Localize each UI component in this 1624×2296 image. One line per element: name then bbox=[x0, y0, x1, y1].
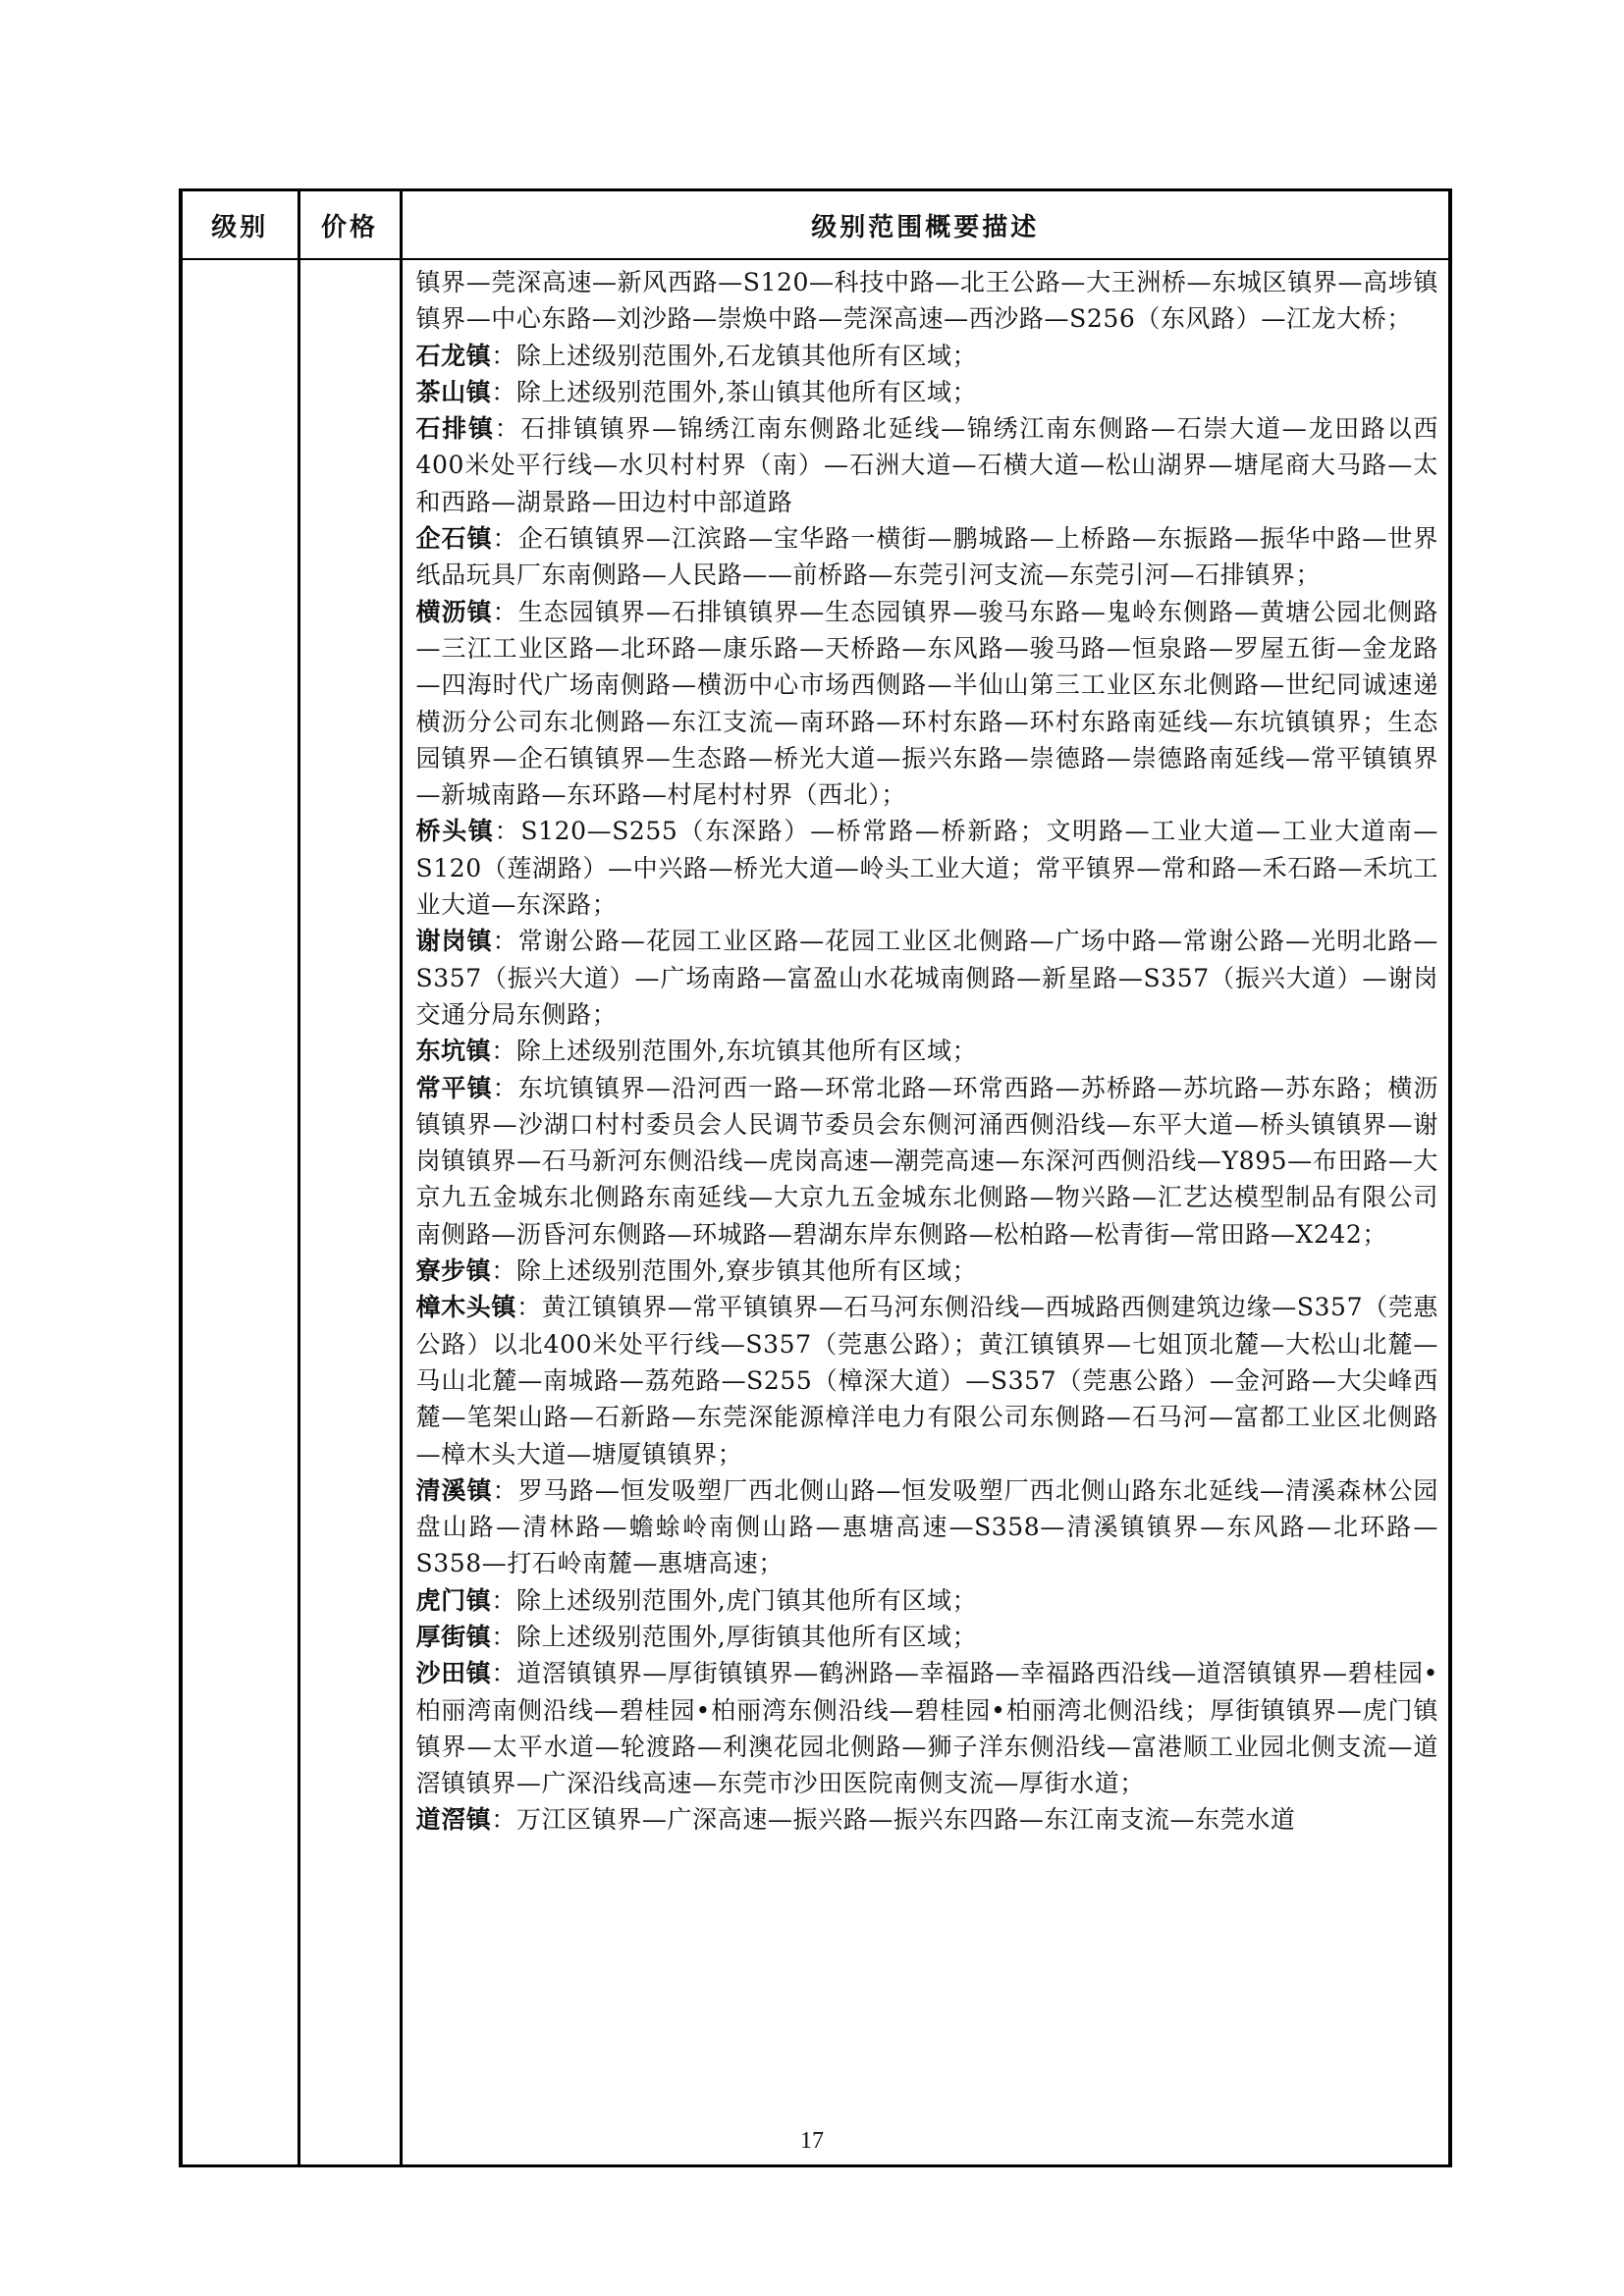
entry-text: ：万江区镇界—广深高速—振兴路—振兴东四路—东江南支流—东莞水道 bbox=[491, 1805, 1296, 1835]
header-description: 级别范围概要描述 bbox=[401, 190, 1450, 260]
entry-text: ：东坑镇镇界—沿河西一路—环常北路—环常西路—苏桥路—苏坑路—苏东路；横沥镇镇界—沙湖口村村委员会人民调节委员会东侧河涌西侧沿线—东平大道—桥头镇镇界—谢岗镇镇界—石马新河东侧沿线—虎岗高速—潮莞高速—东深河西侧沿线—Y895—布田路—大京九五金城东北侧路东南延线—大京九五金城东北侧路—物兴路—汇艺达模型制品有限公司南侧路—沥昏河东侧路—环城路—碧湖东岸东侧路—松柏路—松青街—常田路—X242； bbox=[415, 1073, 1438, 1249]
entry-liaobu bbox=[416, 1253, 1439, 1289]
town-name: 清溪镇 bbox=[415, 1475, 493, 1505]
entry-text: ：除上述级别范围外,茶山镇其他所有区域； bbox=[491, 377, 978, 406]
town-name: 常平镇 bbox=[415, 1073, 493, 1102]
town-name: 沙田镇 bbox=[415, 1659, 492, 1688]
town-name: 谢岗镇 bbox=[415, 927, 493, 956]
town-name: 石排镇 bbox=[415, 414, 495, 444]
header-grade: 级别 bbox=[181, 190, 298, 260]
entry-zhangmutou bbox=[416, 1289, 1439, 1471]
land-grade-table bbox=[179, 188, 1452, 2167]
town-name: 石龙镇 bbox=[415, 341, 492, 370]
grade-cell bbox=[181, 259, 298, 2166]
entry-qishi bbox=[416, 520, 1439, 594]
entry-text: ：生态园镇界—石排镇镇界—生态园镇界—骏马东路—鬼岭东侧路—黄塘公园北侧路—三江工业区路—北环路—康乐路—天桥路—东风路—骏马路—恒泉路—罗屋五街—金龙路—四海时代广场南侧路—横沥中心市场西侧路—半仙山第三工业区东北侧路—世纪同诚速递横沥分公司东北侧路—东江支流—南环路—环村东路—环村东路南延线—东坑镇镇界；生态园镇界—企石镇镇界—生态路—桥光大道—振兴东路—崇德路—崇德路南延线—常平镇镇界—新城南路—东环路—村尾村村界（西北）； bbox=[415, 597, 1438, 810]
town-name: 寮步镇 bbox=[415, 1256, 492, 1286]
entry-shatian bbox=[416, 1655, 1439, 1801]
description-cell bbox=[401, 259, 1450, 2166]
entry-dongkeng bbox=[416, 1033, 1439, 1069]
town-name: 道滘镇 bbox=[415, 1805, 492, 1835]
entry-text: ：S120—S255（东深路）—桥常路—桥新路；文明路—工业大道—工业大道南—S120（莲湖路）—中兴路—桥光大道—岭头工业大道；常平镇界—常和路—禾石路—禾坑工业大道—东深路； bbox=[415, 817, 1438, 920]
entry-shilong bbox=[416, 338, 1439, 374]
entry-hengli bbox=[416, 594, 1439, 814]
town-name: 虎门镇 bbox=[415, 1585, 492, 1615]
entry-text: ：道滘镇镇界—厚街镇镇界—鹤洲路—幸福路—幸福路西沿线—道滘镇镇界—碧桂园•柏丽湾南侧沿线—碧桂园•柏丽湾东侧沿线—碧桂园•柏丽湾北侧沿线；厚街镇镇界—虎门镇镇界—太平水道—轮渡路—利澳花园北侧路—狮子洋东侧沿线—富港顺工业园北侧支流—道滘镇镇界—广深沿线高速—东莞市沙田医院南侧支流—厚街水道； bbox=[415, 1659, 1438, 1798]
entry-shipai bbox=[416, 410, 1439, 520]
continuation-text: 镇界—莞深高速—新风西路—S120—科技中路—北王公路—大王洲桥—东城区镇界—高埗镇镇界—中心东路—刘沙路—崇焕中路—莞深高速—西沙路—S256（东风路）—江龙大桥； bbox=[415, 268, 1438, 334]
town-name: 茶山镇 bbox=[415, 377, 492, 406]
entry-text: ：除上述级别范围外,东坑镇其他所有区域； bbox=[491, 1037, 978, 1066]
entry-humen bbox=[416, 1582, 1439, 1619]
entry-text: ：除上述级别范围外,寮步镇其他所有区域； bbox=[491, 1256, 978, 1286]
entry-text: ：罗马路—恒发吸塑厂西北侧山路—恒发吸塑厂西北侧山路东北延线—清溪森林公园盘山路—清林路—蟾蜍岭南侧山路—惠塘高速—S358—清溪镇镇界—东风路—北环路—S358—打石岭南麓—惠塘高速； bbox=[415, 1475, 1438, 1578]
table-header-row bbox=[181, 190, 1450, 260]
entry-text: ：除上述级别范围外,石龙镇其他所有区域； bbox=[491, 341, 978, 370]
price-cell bbox=[298, 259, 401, 2166]
town-name: 桥头镇 bbox=[415, 817, 495, 846]
entry-qiaotou bbox=[416, 813, 1439, 923]
entry-daojiao bbox=[416, 1801, 1439, 1838]
table-row bbox=[181, 259, 1450, 2166]
entry-chashan bbox=[416, 374, 1439, 410]
entry-text: ：企石镇镇界—江滨路—宝华路一横街—鹏城路—上桥路—东振路—振华中路—世界纸品玩具厂东南侧路—人民路——前桥路—东莞引河支流—东莞引河—石排镇界； bbox=[415, 524, 1438, 590]
page-number: 17 bbox=[800, 2128, 824, 2154]
entry-xiegang bbox=[416, 923, 1439, 1033]
town-name: 樟木头镇 bbox=[415, 1293, 517, 1322]
town-name: 东坑镇 bbox=[415, 1037, 492, 1066]
town-name: 厚街镇 bbox=[415, 1622, 492, 1651]
entry-text: ：除上述级别范围外,虎门镇其他所有区域； bbox=[491, 1585, 978, 1615]
entry-text: ：黄江镇镇界—常平镇镇界—石马河东侧沿线—西城路西侧建筑边缘—S357（莞惠公路）以北400米处平行线—S357（莞惠公路）；黄江镇镇界—七姐顶北麓—大松山北麓—马山北麓—南城路—荔苑路—S255（樟深大道）—S357（莞惠公路）—金河路—大尖峰西麓—笔架山路—石新路—东莞深能源樟洋电力有限公司东侧路—石马河—富都工业区北侧路—樟木头大道—塘厦镇镇界； bbox=[415, 1293, 1438, 1468]
town-name: 横沥镇 bbox=[415, 597, 493, 626]
entry-qingxi bbox=[416, 1472, 1439, 1582]
entry-houjie bbox=[416, 1619, 1439, 1655]
header-price: 价格 bbox=[298, 190, 401, 260]
entry-text: ：石排镇镇界—锦绣江南东侧路北延线—锦绣江南东侧路—石崇大道—龙田路以西400米处平行线—水贝村村界（南）—石洲大道—石横大道—松山湖界—塘尾商大马路—太和西路—湖景路—田边村中部道路 bbox=[415, 414, 1438, 516]
entry-text: ：常谢公路—花园工业区路—花园工业区北侧路—广场中路—常谢公路—光明北路—S357（振兴大道）—广场南路—富盈山水花城南侧路—新星路—S357（振兴大道）—谢岗交通分局东侧路； bbox=[415, 927, 1438, 1029]
entry-text: ：除上述级别范围外,厚街镇其他所有区域； bbox=[491, 1622, 978, 1651]
entry-changping bbox=[416, 1070, 1439, 1253]
town-name: 企石镇 bbox=[415, 524, 493, 554]
